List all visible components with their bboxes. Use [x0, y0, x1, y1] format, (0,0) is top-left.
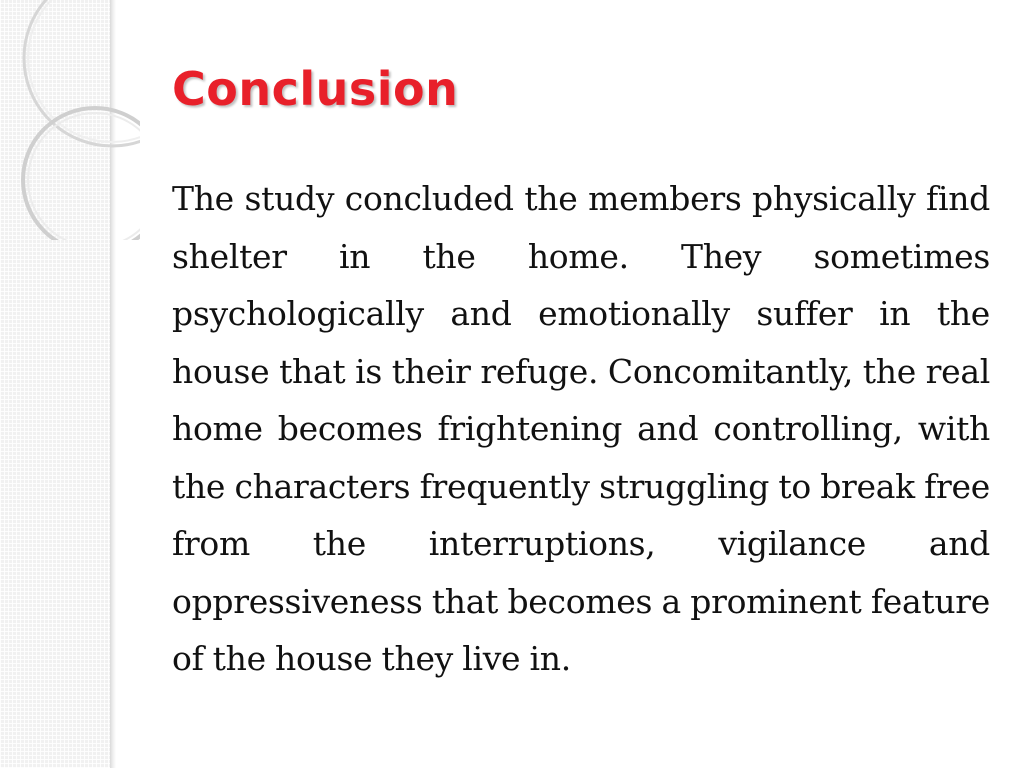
- lower-ring-inner: [28, 113, 140, 240]
- conclusion-paragraph: The study concluded the members physically find shelter in the home. They sometimes psychologically and emotionally suffer in the house that is their refuge. Concomitantly, the real home becomes frightening and controlling, with the characters frequently struggling to break free from the interruptions, vigilance and oppressiveness that becomes a prominent feature of the house they live in.: [172, 179, 990, 678]
- upper-ring: [24, 0, 140, 146]
- decorative-rings: [0, 0, 140, 240]
- slide-title: Conclusion: [172, 62, 459, 116]
- upper-ring-inner: [28, 0, 140, 142]
